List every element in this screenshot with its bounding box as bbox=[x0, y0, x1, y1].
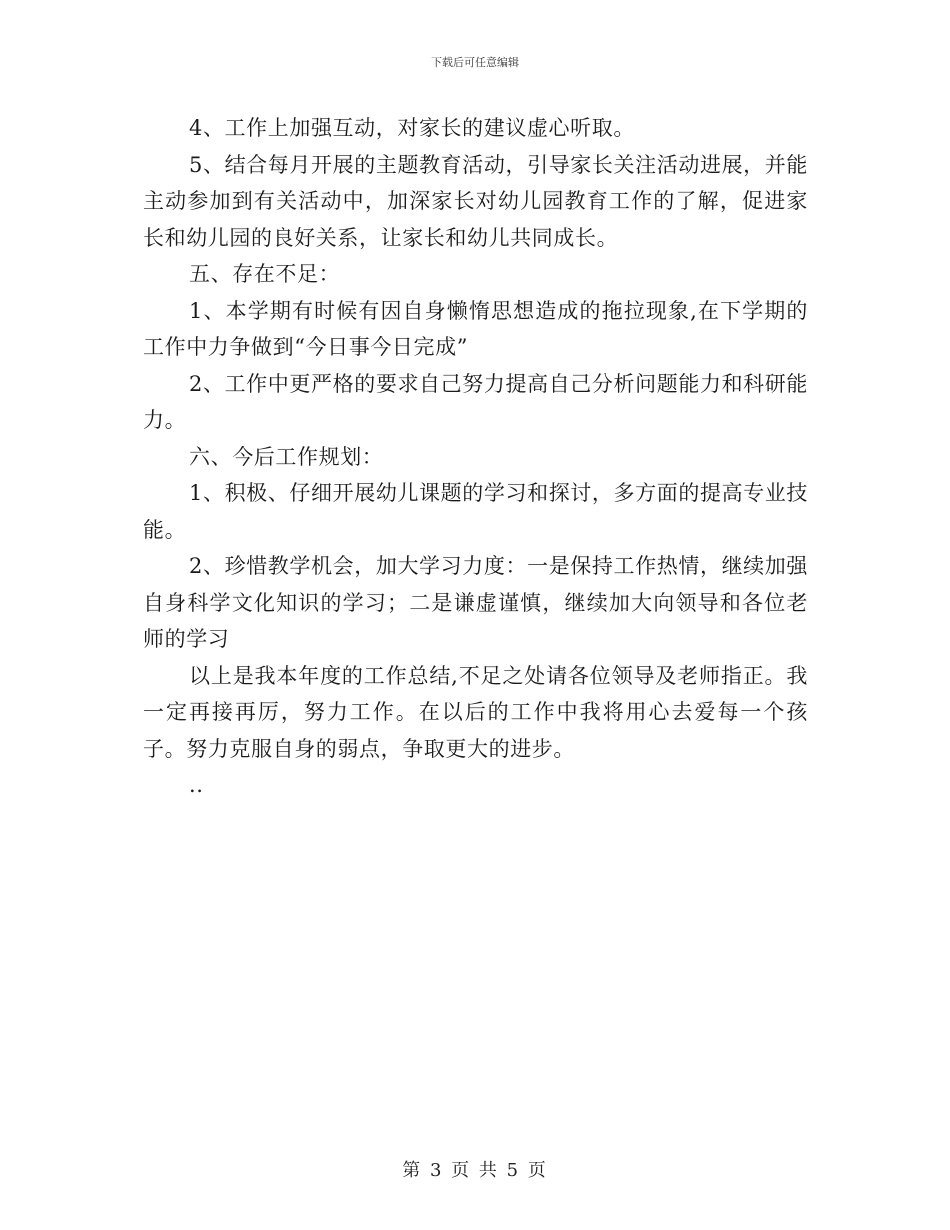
plan-item-1: 1、积极、仔细开展幼儿课题的学习和探讨，多方面的提高专业技能。 bbox=[143, 481, 808, 542]
closing-paragraph: 以上是我本年度的工作总结,不足之处请各位领导及老师指正。我一定再接再厉，努力工作。在以后的工作中我将用心去爱每一个孩子。努力克服自身的弱点，争取更大的进步。 bbox=[143, 663, 808, 761]
plan-item-2: 2、珍惜教学机会，加大学习力度：一是保持工作热情，继续加强自身科学文化知识的学习；二是谦虚谨慎，继续加大向领导和各位老师的学习 bbox=[143, 554, 808, 651]
shortcoming-item-2: 2、工作中更严格的要求自己努力提高自己分析问题能力和科研能力。 bbox=[143, 371, 808, 432]
page-number-footer: 第 3 页 共 5 页 bbox=[402, 1160, 548, 1181]
shortcoming-item-1: 1、本学期有时候有因自身懒惰思想造成的拖拉现象,在下学期的工作中力争做到“今日事今日完成” bbox=[143, 298, 808, 359]
section-heading-future-plan: 六、今后工作规划： bbox=[189, 444, 384, 469]
page-header-note: 下载后可任意编辑 bbox=[431, 56, 519, 69]
paragraph-item-4: 4、工作上加强互动，对家长的建议虚心听取。 bbox=[189, 116, 635, 140]
trailing-dots: .. bbox=[189, 773, 204, 797]
paragraph-item-5: 5、结合每月开展的主题教育活动，引导家长关注活动进展，并能主动参加到有关活动中，加深家长对幼儿园教育工作的了解，促进家长和幼儿园的良好关系，让家长和幼儿共同成长。 bbox=[143, 152, 808, 250]
section-heading-shortcomings: 五、存在不足： bbox=[189, 262, 341, 286]
document-body bbox=[143, 110, 808, 804]
